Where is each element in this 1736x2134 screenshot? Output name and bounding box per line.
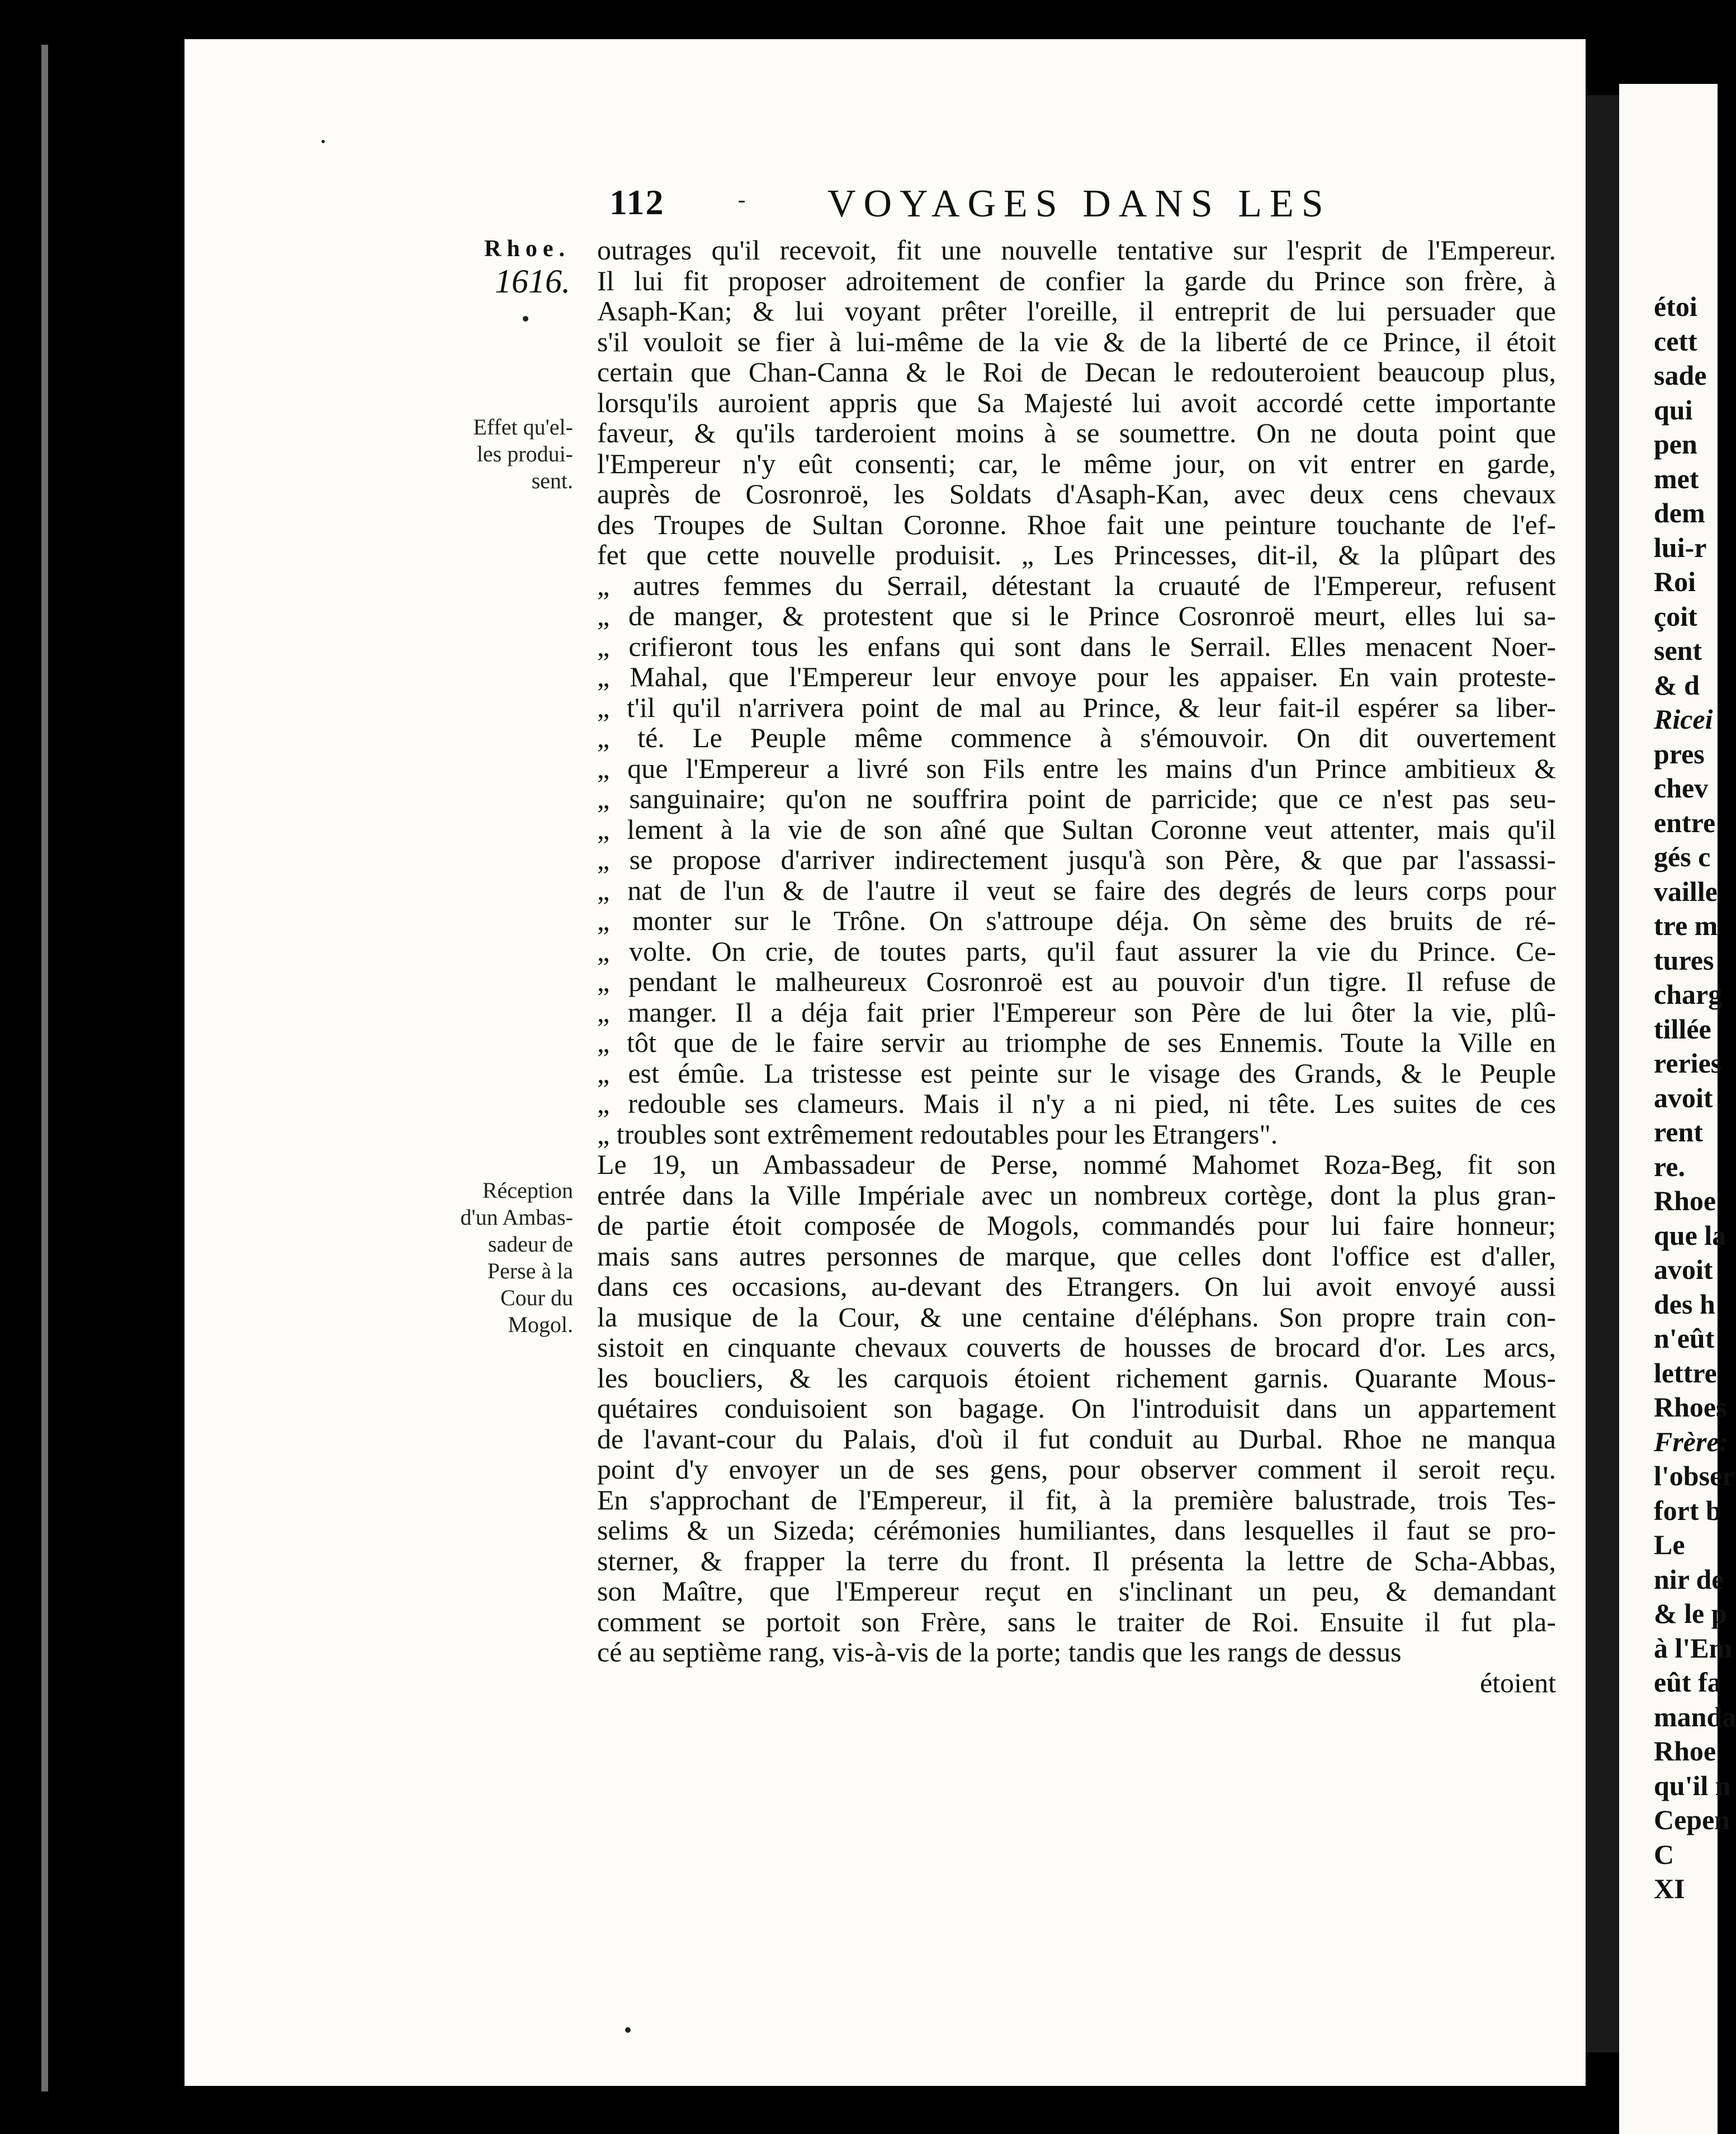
margin-note-text: Effet qu'el- les produi- sent. — [473, 414, 573, 493]
text-line: dans ces occasions, au-devant des Etrangers. On lui avoit envoyé aussi — [597, 1271, 1556, 1302]
facing-page-line: Ricei — [1654, 704, 1713, 735]
page-header — [598, 182, 1381, 232]
facing-page-line: pres — [1654, 738, 1705, 769]
margin-author: Rhoe. — [484, 236, 570, 262]
ink-mark — [321, 140, 325, 143]
facing-page-line: Rhoe — [1654, 1185, 1716, 1216]
text-line: point d'y envoyer un de ses gens, pour observer comment il seroit reçu. — [597, 1453, 1556, 1485]
running-title: VOYAGES DANS LES — [827, 182, 1331, 225]
facing-page-line: eût fa — [1654, 1666, 1721, 1698]
facing-page-fragment — [1619, 84, 1736, 2134]
text-line: de l'avant-cour du Palais, d'où il fut conduit au Durbal. Rhoe ne manqua — [597, 1423, 1556, 1455]
facing-page-line: tre m — [1654, 910, 1718, 941]
book-spine-edge — [41, 45, 48, 2091]
text-line: fet que cette nouvelle produisit. „ Les Princesses, dit-il, & la plûpart des — [597, 539, 1556, 570]
text-line: cé au septième rang, vis-à-vis de la porte; tandis que les rangs de dessus — [597, 1636, 1402, 1668]
page-number: 112 — [609, 182, 665, 222]
facing-page-line: gés c — [1654, 841, 1711, 872]
ink-mark — [625, 2027, 631, 2033]
facing-page-line: tures — [1654, 944, 1714, 976]
facing-page-line: met — [1654, 462, 1699, 494]
facing-page-line: sent — [1654, 635, 1702, 666]
facing-page-line: que la — [1654, 1219, 1726, 1251]
text-line: En s'approchant de l'Empereur, il fit, à la première balustrade, trois Tes- — [597, 1484, 1556, 1515]
text-line: „ que l'Empereur a livré son Fils entre les mains d'un Prince ambitieux & — [597, 752, 1556, 784]
text-line: „ t'il qu'il n'arrivera point de mal au Prince, & leur fait-il espérer sa liber- — [597, 691, 1556, 723]
facing-page-line: des h — [1654, 1288, 1715, 1320]
page-gutter-shadow — [1586, 95, 1619, 2052]
body-text — [597, 235, 1556, 1698]
text-line: des Troupes de Sultan Coronne. Rhoe fait une peinture touchante de l'ef- — [597, 508, 1556, 540]
text-line: auprès de Cosronroë, les Soldats d'Asaph-Kan, avec deux cens chevaux — [597, 478, 1556, 509]
facing-page-line: cett — [1654, 325, 1697, 357]
text-line: „ sanguinaire; qu'on ne souffrira point de parricide; que ce n'est pas seu- — [597, 783, 1556, 814]
text-line: mais sans autres personnes de marque, que celles dont l'office est d'aller, — [597, 1240, 1556, 1272]
text-line: „ manger. Il a déja fait prier l'Empereur son Père de lui ôter la vie, plû- — [597, 996, 1556, 1028]
text-line: „ pendant le malheureux Cosronroë est au pouvoir d'un tigre. Il refuse de — [597, 966, 1556, 997]
text-line: „ autres femmes du Serrail, détestant la cruauté de l'Empereur, refusent — [597, 569, 1556, 601]
facing-page-line: n'eût — [1654, 1323, 1715, 1354]
facing-page-line: lettre — [1654, 1357, 1717, 1389]
text-line: „ monter sur le Trône. On s'attroupe déja. On sème des bruits de ré- — [597, 905, 1556, 936]
facing-page-line: entre — [1654, 806, 1716, 838]
facing-page-line: Rhoes — [1654, 1391, 1727, 1423]
text-line: „ té. Le Peuple même commence à s'émouvoir. On dit ouvertement — [597, 722, 1556, 753]
facing-page-line: qu'il n — [1654, 1769, 1731, 1801]
facing-page-line: & d — [1654, 669, 1700, 701]
text-line: sterner, & frapper la terre du front. Il présenta la lettre de Scha-Abbas, — [597, 1545, 1556, 1576]
facing-page-line: & le p — [1654, 1598, 1727, 1629]
text-line: „ troubles sont extrêmement redoutables pour les Etrangers". — [597, 1118, 1278, 1150]
text-line: „ est émûe. La tristesse est peinte sur le visage des Grands, & le Peuple — [597, 1057, 1556, 1089]
text-line: outrages qu'il recevoit, fit une nouvelle tentative sur l'esprit de l'Empereur. — [597, 234, 1556, 266]
facing-page-line: avoit — [1654, 1082, 1713, 1113]
text-line: son Maître, que l'Empereur reçut en s'inclinant un peu, & demandant — [597, 1575, 1556, 1607]
facing-page-line: Cepen — [1654, 1804, 1730, 1835]
text-line: sistoit en cinquante chevaux couverts de housses de brocard d'or. Les arcs, — [597, 1332, 1556, 1363]
facing-page-line: nir de — [1654, 1563, 1724, 1595]
facing-page-line: qui — [1654, 394, 1693, 426]
facing-page-line: XI — [1654, 1873, 1685, 1904]
text-line: comment se portoit son Frère, sans le traiter de Roi. Ensuite il fut pla- — [597, 1606, 1556, 1637]
text-line: la musique de la Cour, & une centaine d'éléphans. Son propre train con- — [597, 1301, 1556, 1333]
facing-page-line: étoi — [1654, 291, 1697, 322]
facing-page-line: re. — [1654, 1150, 1685, 1182]
text-line: „ de manger, & protestent que si le Prince Cosronroë meurt, elles lui sa- — [597, 600, 1556, 631]
facing-page-line: dem — [1654, 497, 1705, 528]
facing-page-line: fort b — [1654, 1494, 1721, 1526]
text-line: „ nat de l'un & de l'autre il veut se faire des degrés de leurs corps pour — [597, 874, 1556, 906]
text-line: lorsqu'ils auroient appris que Sa Majesté lui avoit accordé cette importante — [597, 386, 1556, 418]
facing-page-line: chev — [1654, 772, 1709, 804]
text-line: entrée dans la Ville Impériale avec un nombreux cortège, dont la plus gran- — [597, 1179, 1556, 1211]
facing-page-line: çoit — [1654, 600, 1697, 632]
margin-note-text: Réception d'un Ambas- sadeur de Perse à la Cour du Mogol. — [460, 1178, 573, 1337]
text-line: „ se propose d'arriver indirectement jusqu'à son Père, & que par l'assassi- — [597, 844, 1556, 875]
facing-page-line: Roi — [1654, 566, 1696, 597]
facing-page-line: C — [1654, 1838, 1674, 1870]
facing-page-line: pen — [1654, 428, 1697, 460]
text-line: „ lement à la vie de son aîné que Sultan Coronne veut attenter, mais qu'il — [597, 813, 1556, 845]
facing-page-line: rent — [1654, 1116, 1703, 1148]
text-line: quétaires conduisoient son bagage. On l'introduisit dans un appartement — [597, 1392, 1556, 1424]
ink-mark — [523, 316, 528, 322]
header-ornament: - — [738, 187, 746, 212]
facing-page-line: sade — [1654, 360, 1707, 391]
facing-page-line: avoit — [1654, 1254, 1713, 1285]
facing-page-line: lui-r — [1654, 531, 1707, 563]
text-line: „ Mahal, que l'Empereur leur envoye pour les appaiser. En vain proteste- — [597, 661, 1556, 692]
text-line: de partie étoit composée de Mogols, commandés pour lui faire honneur; — [597, 1210, 1556, 1241]
margin-note-reception — [414, 1177, 573, 1338]
facing-page-line: tillée — [1654, 1013, 1711, 1045]
text-line: certain que Chan-Canna & le Roi de Decan le redouteroient beaucoup plus, — [597, 356, 1556, 388]
margin-note-effect — [414, 414, 573, 494]
margin-year: 1616. — [495, 263, 570, 300]
text-line: faveur, & qu'ils tarderoient moins à se soumettre. On ne douta point que — [597, 417, 1556, 448]
catchword: étoient — [1479, 1666, 1556, 1698]
facing-page-line: vaille — [1654, 875, 1718, 907]
facing-page-line: Rhoe — [1654, 1735, 1716, 1767]
text-line: selims & un Sizeda; cérémonies humiliantes, dans lesquelles il faut se pro- — [597, 1514, 1556, 1546]
facing-page-line: Frère: — [1654, 1425, 1729, 1457]
text-line: les boucliers, & les carquois étoient richement garnis. Quarante Mous- — [597, 1362, 1556, 1394]
facing-page-line: reries — [1654, 1047, 1722, 1079]
text-line: „ crifieront tous les enfans qui sont dans le Serrail. Elles menacent Noer- — [597, 630, 1556, 662]
text-line: s'il vouloit se fier à lui-même de la vie & de la liberté de ce Prince, il étoit — [597, 325, 1556, 357]
facing-page-line: charg — [1654, 979, 1723, 1010]
text-line: Il lui fit proposer adroitement de confier la garde du Prince son frère, à — [597, 265, 1556, 296]
facing-page-line: manda — [1654, 1701, 1736, 1732]
margin-date — [475, 235, 570, 300]
facing-page-line: Le — [1654, 1529, 1685, 1560]
text-line: „ tôt que de le faire servir au triomphe de ses Ennemis. Toute la Ville en — [597, 1027, 1556, 1058]
facing-page-line: l'obser — [1654, 1460, 1735, 1491]
text-line: „ redouble ses clameurs. Mais il n'y a ni pied, ni tête. Les suites de ces — [597, 1088, 1556, 1119]
text-line: „ volte. On crie, de toutes parts, qu'il faut assurer la vie du Prince. Ce- — [597, 935, 1556, 967]
facing-page-line: à l'Em — [1654, 1632, 1733, 1664]
text-line: Le 19, un Ambassadeur de Perse, nommé Mahomet Roza-Beg, fit son — [597, 1149, 1556, 1180]
text-line: Asaph-Kan; & lui voyant prêter l'oreille, il entreprit de lui persuader que — [597, 295, 1556, 327]
text-line: l'Empereur n'y eût consenti; car, le même jour, on vit entrer en garde, — [597, 447, 1556, 479]
